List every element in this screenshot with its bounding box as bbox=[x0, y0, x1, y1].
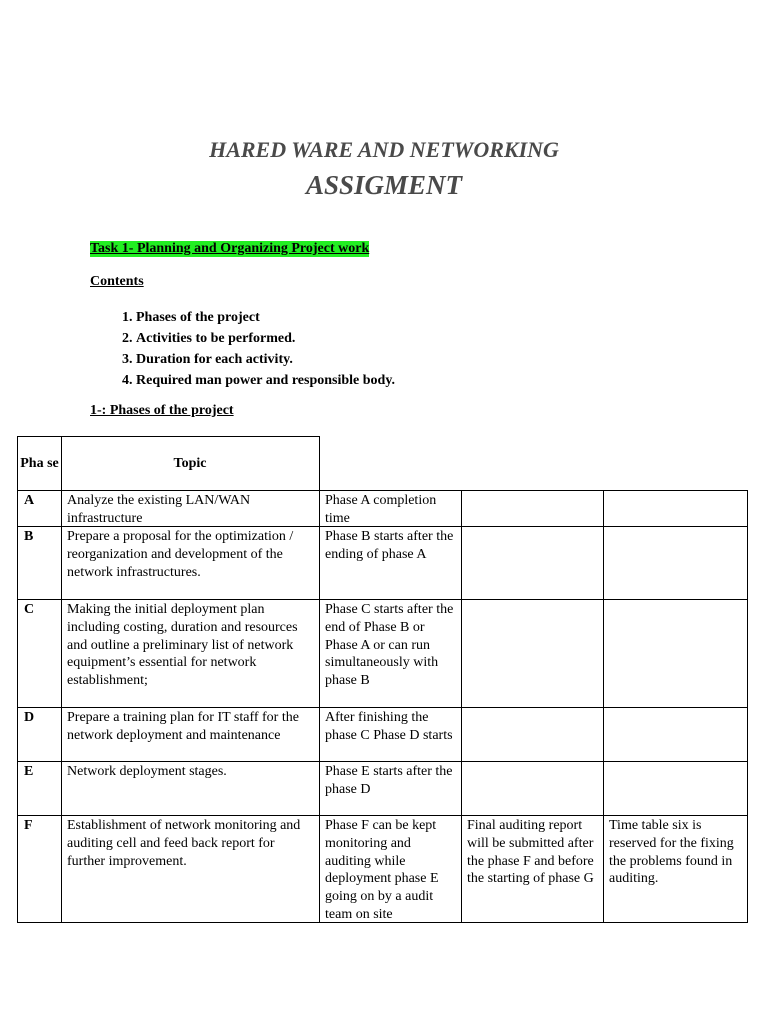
table-cell-phase: F bbox=[17, 815, 62, 923]
table-cell-timing: Phase E starts after the phase D bbox=[319, 761, 462, 816]
table-cell-topic: Network deployment stages. bbox=[61, 761, 320, 816]
task-heading: Task 1- Planning and Organizing Project work bbox=[90, 241, 370, 256]
table-cell-phase: A bbox=[17, 490, 62, 527]
table-cell-topic: Analyze the existing LAN/WAN infrastructure bbox=[61, 490, 320, 527]
section-heading: 1-: Phases of the project bbox=[90, 403, 234, 418]
table-cell-col5 bbox=[603, 707, 748, 762]
table-cell-timing: Phase A completion time bbox=[319, 490, 462, 527]
table-cell-topic: Prepare a proposal for the optimization / reorganization and development of the network infrastructures. bbox=[61, 526, 320, 600]
contents-list bbox=[90, 307, 536, 391]
contents-item: 1. Phases of the project bbox=[136, 307, 536, 328]
table-cell-col4 bbox=[461, 707, 604, 762]
table-cell-col4 bbox=[461, 599, 604, 708]
table-cell-timing: Phase B starts after the ending of phase A bbox=[319, 526, 462, 600]
table-cell-col4 bbox=[461, 526, 604, 600]
table-cell-col5 bbox=[603, 526, 748, 600]
table-cell-timing: Phase F can be kept monitoring and auditing while deployment phase E going on by a audit team on site bbox=[319, 815, 462, 923]
table-cell-col4 bbox=[461, 761, 604, 816]
table-cell-col5 bbox=[603, 490, 748, 527]
table-cell-phase: D bbox=[17, 707, 62, 762]
table-cell-col5: Time table six is reserved for the fixing the problems found in auditing. bbox=[603, 815, 748, 923]
table-cell-topic: Establishment of network monitoring and auditing cell and feed back report for further improvement. bbox=[61, 815, 320, 923]
table-cell-phase: C bbox=[17, 599, 62, 708]
table-cell-timing: Phase C starts after the end of Phase B or Phase A or can run simultaneously with phase B bbox=[319, 599, 462, 708]
table-cell-timing: After finishing the phase C Phase D starts bbox=[319, 707, 462, 762]
document-title: HARED WARE AND NETWORKING bbox=[209, 137, 559, 162]
table-cell-col5 bbox=[603, 761, 748, 816]
header-phase: Pha se bbox=[17, 436, 62, 491]
contents-heading: Contents bbox=[90, 274, 144, 289]
header-topic: Topic bbox=[61, 436, 320, 491]
table-cell-col4 bbox=[461, 490, 604, 527]
table-cell-col5 bbox=[603, 599, 748, 708]
table-cell-topic: Making the initial deployment plan including costing, duration and resources and outline a preliminary list of network equipment’s essential for network establishment; bbox=[61, 599, 320, 708]
contents-item: 2. Activities to be performed. bbox=[136, 328, 536, 349]
table-cell-topic: Prepare a training plan for IT staff for the network deployment and maintenance bbox=[61, 707, 320, 762]
table-cell-col4: Final auditing report will be submitted after the phase F and before the starting of phase G bbox=[461, 815, 604, 923]
document-subtitle: ASSIGMENT bbox=[305, 170, 463, 200]
table-cell-phase: E bbox=[17, 761, 62, 816]
table-cell-phase: B bbox=[17, 526, 62, 600]
contents-item: 4. Required man power and responsible body. bbox=[136, 370, 536, 391]
contents-item: 3. Duration for each activity. bbox=[136, 349, 536, 370]
